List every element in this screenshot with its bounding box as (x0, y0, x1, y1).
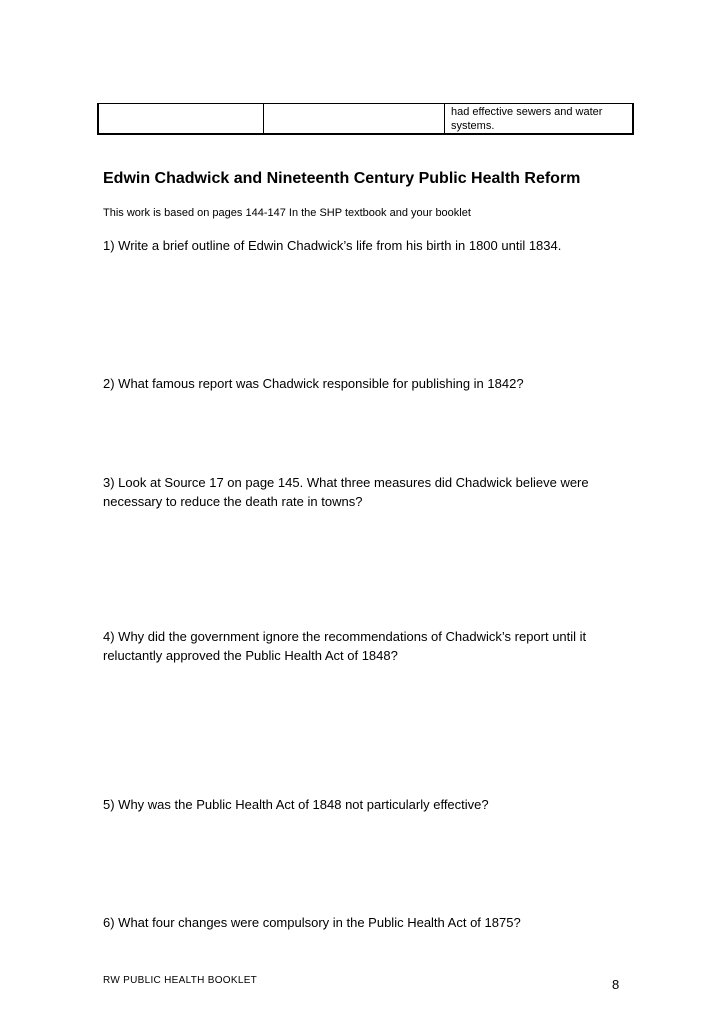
table-cell-3: had effective sewers and water systems. (445, 104, 634, 135)
intro-text: This work is based on pages 144-147 In the SHP textbook and your booklet (103, 207, 471, 219)
section-heading: Edwin Chadwick and Nineteenth Century Public Health Reform (103, 170, 581, 187)
question-2: 2) What famous report was Chadwick responsible for publishing in 1842? (103, 376, 524, 391)
question-6: 6) What four changes were compulsory in the Public Health Act of 1875? (103, 915, 521, 930)
table-row (98, 104, 633, 135)
page-number: 8 (612, 977, 620, 992)
question-4: 4) Why did the government ignore the recommendations of Chadwick’s report until it reluctantly approved the Public Health Act of 1848? (103, 629, 587, 663)
question-3: 3) Look at Source 17 on page 145. What three measures did Chadwick believe were necessary to reduce the death rate in towns? (103, 475, 589, 509)
table-cell-2 (264, 104, 445, 135)
question-5: 5) Why was the Public Health Act of 1848 not particularly effective? (103, 797, 489, 812)
question-1: 1) Write a brief outline of Edwin Chadwick’s life from his birth in 1800 until 1834. (103, 238, 562, 253)
footer-booklet-name: RW PUBLIC HEALTH BOOKLET (103, 975, 258, 986)
continued-table (97, 103, 634, 135)
table-cell-1 (98, 104, 264, 135)
